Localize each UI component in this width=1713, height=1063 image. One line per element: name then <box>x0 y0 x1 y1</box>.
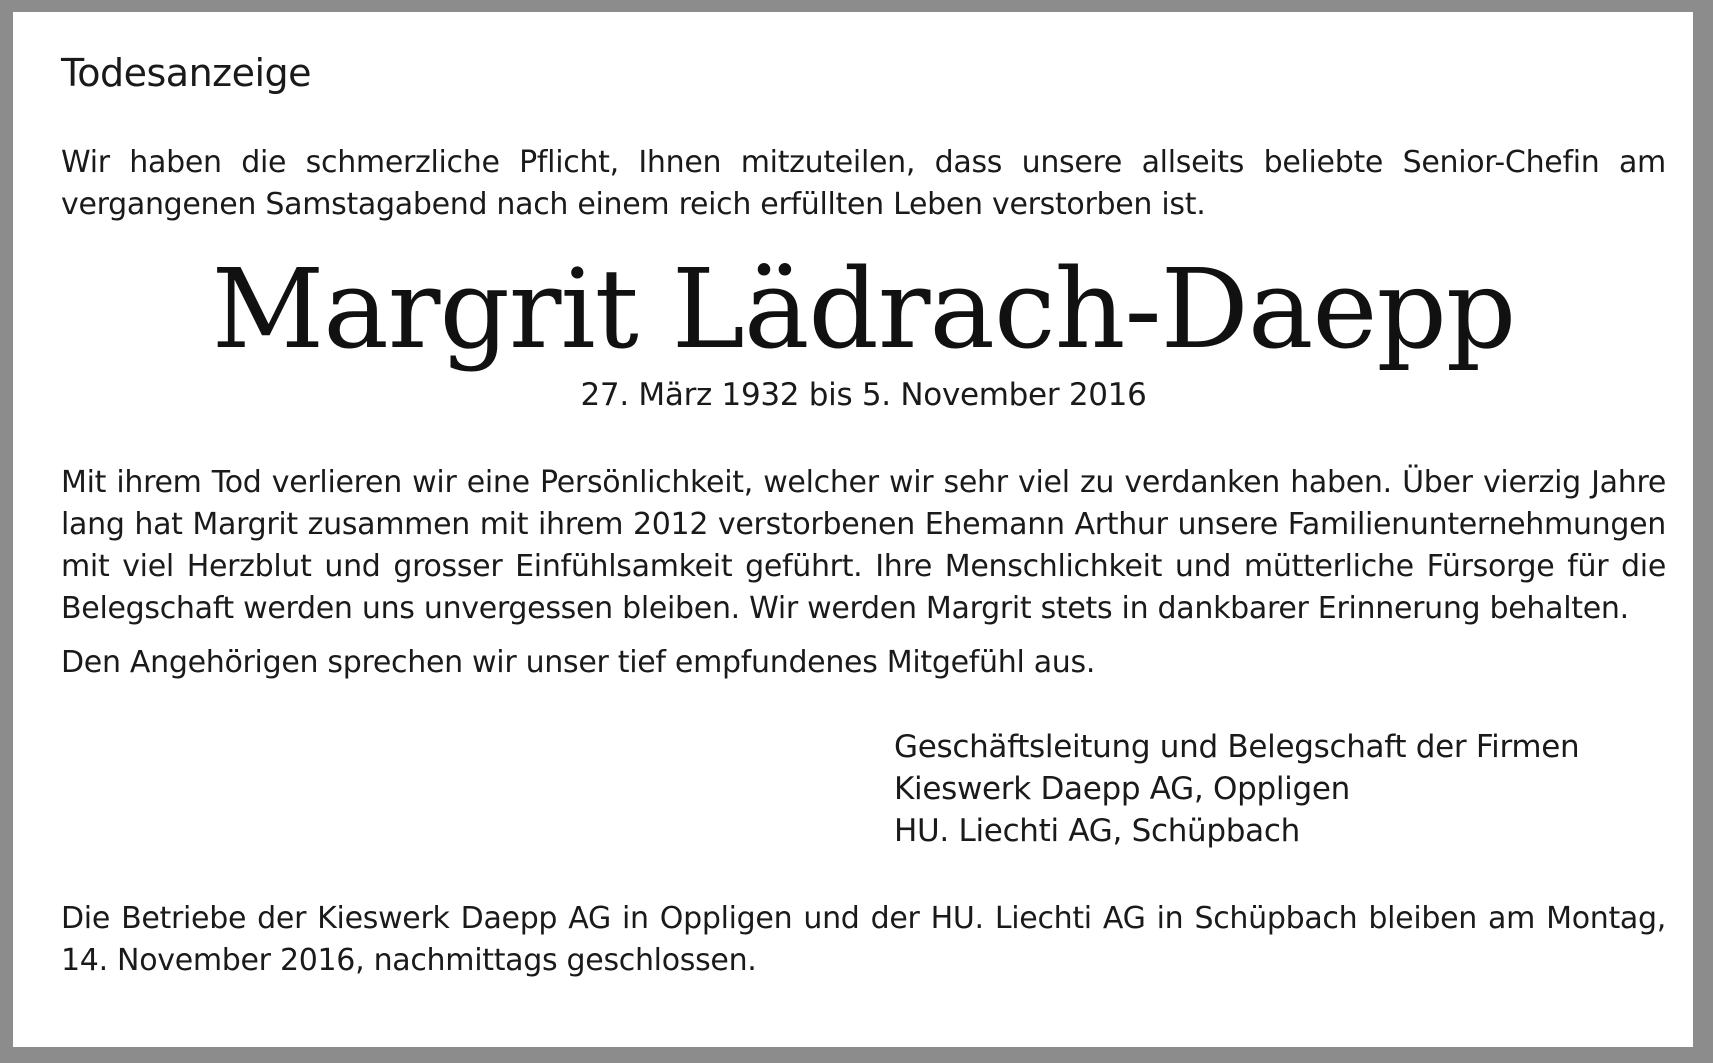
deceased-name: Margrit Lädrach-Daepp <box>211 244 1516 373</box>
closure-paragraph: Die Betriebe der Kieswerk Daepp AG in Oppligen und der HU. Liechti AG in Schüpbach bleiben am Montag, 14. November 2016, nachmittags geschlossen. <box>61 901 1666 979</box>
tribute-paragraph: Mit ihrem Tod verlieren wir eine Persönlichkeit, welcher wir sehr viel zu verdanken haben. Über vierzig Jahre lang hat Margrit zusammen mit ihrem 2012 verstorbenen Ehemann Arthur unsere Familienunternehmungen mit viel Herzblut und grosser Einfühlsamkeit geführt. Ihre Menschlichkeit und mütterliche Fürsorge für die Belegschaft werden uns unvergessen bleiben. Wir werden Margrit stets in dankbarer Erinnerung behalten. <box>61 465 1666 627</box>
obituary-notice <box>13 12 1693 1047</box>
life-dates: 27. März 1932 bis 5. November 2016 <box>580 377 1147 413</box>
notice-heading: Todesanzeige <box>61 51 312 95</box>
intro-paragraph: Wir haben die schmerzliche Pflicht, Ihnen mitzuteilen, dass unsere allseits beliebte Senior-Chefin am vergangenen Samstagabend nach einem reich erfüllten Leben verstorben ist. <box>61 144 1666 222</box>
notice-content <box>61 50 1666 982</box>
signature-line: Geschäftsleitung und Belegschaft der Firmen <box>894 729 1580 766</box>
signature-line: HU. Liechti AG, Schüpbach <box>894 813 1300 850</box>
signature-block <box>894 726 1666 852</box>
signature-line: Kieswerk Daepp AG, Oppligen <box>894 771 1350 808</box>
condolence-line: Den Angehörigen sprechen wir unser tief empfundenes Mitgefühl aus. <box>61 645 1096 681</box>
